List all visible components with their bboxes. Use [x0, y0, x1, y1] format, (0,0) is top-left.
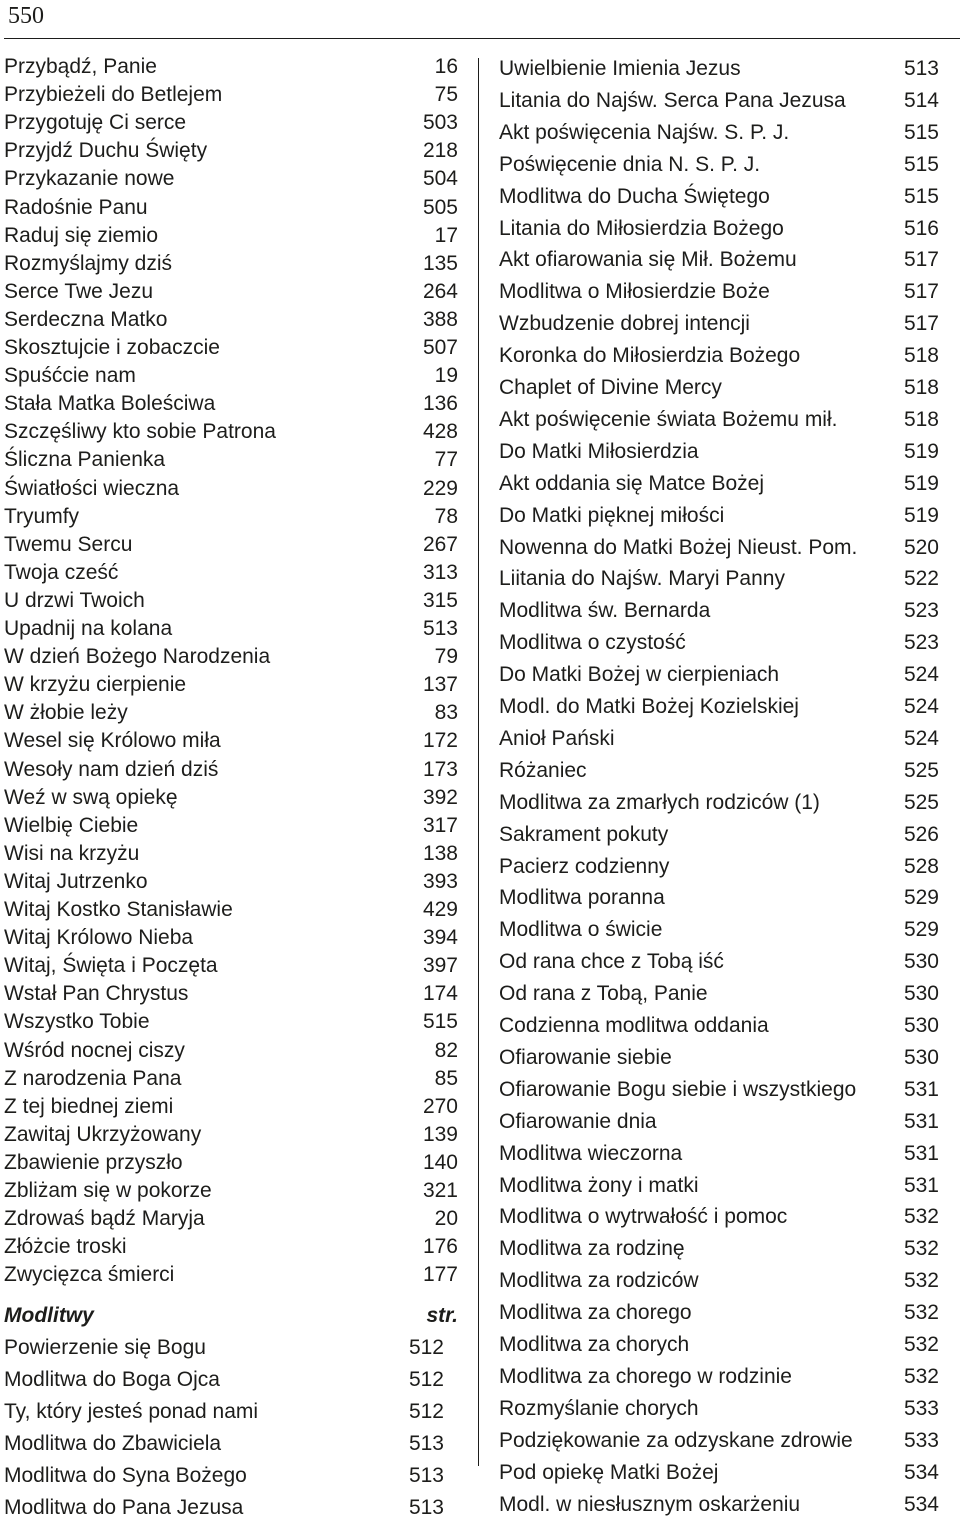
- entry-page-number: 173: [422, 757, 458, 781]
- entry-title: Modlitwa do Boga Ojca: [4, 1368, 220, 1391]
- entry-title: Modlitwa do Pana Jezusa: [4, 1496, 244, 1519]
- entry-page-number: 513: [903, 57, 939, 80]
- index-entry: [4, 53, 458, 81]
- index-entry: [4, 671, 458, 699]
- entry-page-number: 397: [422, 954, 458, 978]
- index-entry: [4, 727, 458, 755]
- entry-title: Ofiarowanie dnia: [499, 1109, 657, 1133]
- entry-page-number: 388: [422, 307, 458, 331]
- entry-page-number: 515: [903, 152, 939, 176]
- entry-page-number: 176: [422, 1235, 458, 1259]
- entry-title: Koronka do Miłosierdzia Bożego: [499, 344, 801, 368]
- entry-page-number: 532: [903, 1237, 939, 1261]
- index-entry: [499, 149, 939, 181]
- index-entry: [499, 53, 939, 85]
- entry-page-number: 218: [422, 139, 458, 163]
- entry-title: Wzbudzenie dobrej intencji: [499, 312, 750, 336]
- index-entry: [499, 117, 939, 149]
- entry-title: Wszystko Tobie: [4, 1010, 150, 1034]
- entry-page-number: 515: [903, 184, 939, 208]
- entry-page-number: 16: [434, 55, 458, 78]
- entry-page-number: 517: [903, 280, 939, 304]
- entry-title: Witaj Jutrzenko: [4, 869, 148, 893]
- entry-title: Akt poświęcenie świata Bożemu mił.: [499, 407, 838, 431]
- entry-title: Modlitwa św. Bernarda: [499, 599, 711, 623]
- entry-page-number: 515: [422, 1010, 458, 1034]
- entry-title: Modlitwa o Miłosierdzie Boże: [499, 280, 770, 304]
- entry-page-number: 519: [903, 471, 939, 495]
- entry-page-number: 526: [903, 822, 939, 846]
- index-entry: [499, 787, 939, 819]
- entry-title: W dzień Bożego Narodzenia: [4, 645, 271, 669]
- entry-title: Weź w swą opiekę: [4, 785, 178, 809]
- entry-page-number: 522: [903, 567, 939, 591]
- index-entry: [4, 81, 458, 109]
- entry-page-number: 518: [903, 407, 939, 431]
- entry-title: Modlitwa za chorego: [499, 1301, 692, 1325]
- entry-title: Podziękowanie za odzyskane zdrowie: [499, 1428, 853, 1452]
- index-entry: [4, 137, 458, 165]
- entry-page-number: 518: [903, 344, 939, 368]
- index-entry: [499, 1489, 939, 1521]
- entry-page-number: 530: [903, 1045, 939, 1069]
- entry-page-number: 83: [434, 701, 458, 725]
- index-entry: [4, 1093, 458, 1121]
- index-entry: [499, 914, 939, 946]
- index-entry: [4, 924, 458, 952]
- index-entry: [4, 1492, 444, 1524]
- index-entry: [499, 595, 939, 627]
- entry-title: Z narodzenia Pana: [4, 1066, 182, 1090]
- entry-title: Modlitwa za chorego w rodzinie: [499, 1364, 792, 1388]
- index-entry: [4, 1233, 458, 1261]
- entry-page-number: 532: [903, 1364, 939, 1388]
- index-entry: [499, 1329, 939, 1361]
- index-entry: [4, 1177, 458, 1205]
- entry-page-number: 512: [408, 1368, 444, 1391]
- index-entry: [4, 194, 458, 222]
- entry-title: Liitania do Najśw. Maryi Panny: [499, 567, 785, 591]
- entry-title: Przyjdź Duchu Święty: [4, 139, 208, 163]
- entry-page-number: 530: [903, 1014, 939, 1037]
- entry-page-number: 532: [903, 1269, 939, 1293]
- entry-title: Serce Twe Jezu: [4, 279, 154, 303]
- index-entry: [499, 213, 939, 245]
- entry-page-number: 507: [422, 336, 458, 359]
- entry-title: Rozmyślajmy dziś: [4, 251, 173, 275]
- entry-page-number: 524: [903, 726, 939, 750]
- page-number: 550: [8, 3, 44, 29]
- entry-title: Modlitwa za rodziców: [499, 1269, 699, 1293]
- entry-page-number: 519: [903, 439, 939, 463]
- index-entry: [4, 840, 458, 868]
- entry-title: Zbliżam się w pokorze: [4, 1179, 212, 1202]
- entry-title: Zdrowaś bądź Maryja: [4, 1207, 205, 1231]
- entry-page-number: 428: [422, 420, 458, 444]
- index-entry: [499, 1457, 939, 1489]
- index-entry: [499, 691, 939, 723]
- entry-title: Akt oddania się Matce Bożej: [499, 471, 764, 495]
- entry-page-number: 534: [903, 1492, 939, 1516]
- index-entry: [499, 819, 939, 851]
- index-entry: [499, 1138, 939, 1170]
- index-entry: [499, 468, 939, 500]
- entry-page-number: 524: [903, 695, 939, 718]
- entry-title: Modlitwa o świcie: [499, 918, 663, 942]
- entry-page-number: 85: [434, 1066, 458, 1090]
- index-entry: [4, 1149, 458, 1177]
- index-entry: [4, 587, 458, 615]
- entry-page-number: 140: [422, 1150, 458, 1174]
- entry-page-number: 136: [422, 392, 458, 416]
- entry-title: Do Matki pięknej miłości: [499, 503, 725, 527]
- entry-title: Poświęcenie dnia N. S. P. J.: [499, 152, 761, 176]
- index-entry: [499, 1010, 939, 1042]
- entry-title: Różaniec: [499, 758, 587, 782]
- header-rule: [4, 38, 960, 39]
- index-entry: [4, 475, 458, 503]
- entry-page-number: 504: [422, 167, 458, 191]
- entry-page-number: 520: [903, 535, 939, 559]
- index-entry: [4, 1065, 458, 1093]
- index-entry: [4, 1428, 444, 1460]
- entry-page-number: 78: [434, 504, 458, 528]
- entry-page-number: 515: [903, 120, 939, 144]
- entry-title: Modlitwa o czystość: [499, 631, 686, 655]
- entry-title: Litania do Najśw. Serca Pana Jezusa: [499, 88, 846, 112]
- entry-title: Złóżcie troski: [4, 1235, 127, 1259]
- index-entry: [4, 980, 458, 1008]
- entry-title: Raduj się ziemio: [4, 223, 159, 247]
- entry-page-number: 513: [422, 617, 458, 640]
- index-entry: [499, 308, 939, 340]
- entry-title: Witaj Kostko Stanisławie: [4, 898, 233, 921]
- entry-title: Śliczna Panienka: [4, 448, 166, 472]
- entry-page-number: 429: [422, 898, 458, 921]
- index-entry: [4, 559, 458, 587]
- index-entry: [499, 1074, 939, 1106]
- entry-title: Wielbię Ciebie: [4, 813, 139, 837]
- index-entry: [4, 362, 458, 390]
- index-entry: [4, 784, 458, 812]
- index-entry: [499, 276, 939, 308]
- entry-title: W krzyżu cierpienie: [4, 673, 187, 697]
- index-entry: [4, 165, 458, 193]
- entry-page-number: 138: [422, 841, 458, 865]
- entry-title: Światłości wieczna: [4, 476, 180, 500]
- entry-page-number: 523: [903, 631, 939, 655]
- entry-title: Przygotuję Ci serce: [4, 111, 187, 135]
- entry-page-number: 82: [434, 1038, 458, 1062]
- entry-title: Przybieżeli do Betlejem: [4, 83, 223, 107]
- entry-page-number: 512: [408, 1400, 444, 1423]
- index-entry: [499, 1297, 939, 1329]
- entry-title: Spuśćcie nam: [4, 364, 136, 388]
- index-entry: [4, 1396, 444, 1428]
- entry-page-number: 513: [408, 1496, 444, 1519]
- entry-title: Stała Matka Boleściwa: [4, 392, 216, 416]
- index-entry: [499, 1170, 939, 1202]
- entry-page-number: 524: [903, 663, 939, 687]
- index-entry: [4, 334, 458, 362]
- index-entry: [4, 1008, 458, 1036]
- entry-page-number: 531: [903, 1173, 939, 1197]
- index-entry: [499, 244, 939, 276]
- entry-title: Wśród nocnej ciszy: [4, 1038, 185, 1062]
- entry-page-number: 172: [422, 729, 458, 753]
- index-entry: [499, 532, 939, 564]
- entry-title: Zbawienie przyszło: [4, 1150, 183, 1174]
- index-entry: [499, 340, 939, 372]
- index-entry: [4, 1332, 444, 1364]
- entry-page-number: 174: [422, 982, 458, 1006]
- index-entry: [4, 278, 458, 306]
- index-entry: [4, 109, 458, 137]
- entry-page-number: 525: [903, 790, 939, 814]
- section-heading-page-label: str.: [426, 1304, 458, 1327]
- entry-title: Do Matki Miłosierdzia: [499, 439, 699, 463]
- entry-title: Przybądź, Panie: [4, 55, 157, 78]
- entry-title: Modlitwa za chorych: [499, 1333, 690, 1356]
- index-entry: [4, 1121, 458, 1149]
- entry-title: Od rana chce z Tobą iść: [499, 950, 724, 974]
- index-entry: [499, 659, 939, 691]
- entry-title: Upadnij na kolana: [4, 617, 173, 640]
- entry-title: Twoja cześć: [4, 560, 119, 584]
- entry-title: Modlitwa do Ducha Świętego: [499, 184, 770, 208]
- entry-page-number: 525: [903, 758, 939, 782]
- entry-title: Modlitwa wieczorna: [499, 1141, 683, 1165]
- entry-title: Modl. w niesłusznym oskarżeniu: [499, 1492, 801, 1516]
- index-entry: [499, 181, 939, 213]
- index-entry: [499, 404, 939, 436]
- entry-title: Modlitwa żony i matki: [499, 1173, 699, 1197]
- entry-title: Do Matki Bożej w cierpieniach: [499, 663, 780, 687]
- index-entry: [499, 755, 939, 787]
- index-entry: [4, 1037, 458, 1065]
- index-entry: [499, 1201, 939, 1233]
- entry-title: Ty, który jesteś ponad nami: [4, 1400, 259, 1423]
- entry-page-number: 135: [422, 251, 458, 275]
- entry-title: Wesoły nam dzień dziś: [4, 757, 219, 781]
- entry-title: Modlitwa do Syna Bożego: [4, 1464, 247, 1487]
- entry-page-number: 313: [422, 560, 458, 584]
- index-entry: [4, 868, 458, 896]
- entry-page-number: 137: [422, 673, 458, 697]
- entry-title: Powierzenie się Bogu: [4, 1336, 206, 1359]
- section-heading-title: Modlitwy: [4, 1304, 94, 1327]
- entry-page-number: 393: [422, 869, 458, 893]
- entry-page-number: 394: [422, 926, 458, 950]
- entry-page-number: 229: [422, 476, 458, 500]
- entry-title: Nowenna do Matki Bożej Nieust. Pom.: [499, 535, 858, 559]
- index-entry: [499, 723, 939, 755]
- entry-title: Z tej biednej ziemi: [4, 1094, 174, 1118]
- index-entry: [4, 896, 458, 924]
- entry-title: Ofiarowanie Bogu siebie i wszystkiego: [499, 1077, 857, 1101]
- entry-title: Witaj Królowo Nieba: [4, 926, 194, 950]
- entry-title: Rozmyślanie chorych: [499, 1396, 699, 1420]
- index-entry: [4, 306, 458, 334]
- entry-title: Pod opiekę Matki Bożej: [499, 1460, 719, 1484]
- entry-page-number: 512: [408, 1336, 444, 1359]
- entry-title: Akt poświęcenia Najśw. S. P. J.: [499, 120, 790, 144]
- index-entry: [4, 699, 458, 727]
- entry-page-number: 517: [903, 248, 939, 272]
- entry-title: Szczęśliwy kto sobie Patrona: [4, 420, 276, 444]
- index-entry: [499, 1425, 939, 1457]
- entry-page-number: 531: [903, 1141, 939, 1165]
- index-entry: [4, 1261, 458, 1289]
- entry-page-number: 523: [903, 599, 939, 623]
- entry-page-number: 75: [434, 83, 458, 107]
- entry-page-number: 321: [422, 1179, 458, 1202]
- entry-page-number: 528: [903, 854, 939, 878]
- entry-title: Sakrament pokuty: [499, 822, 669, 846]
- entry-title: Wisi na krzyżu: [4, 841, 140, 865]
- entry-page-number: 315: [422, 588, 458, 612]
- entry-page-number: 531: [903, 1077, 939, 1101]
- entry-title: Litania do Miłosierdzia Bożego: [499, 216, 784, 240]
- entry-title: Uwielbienie Imienia Jezus: [499, 57, 741, 80]
- entry-title: Ofiarowanie siebie: [499, 1045, 672, 1069]
- index-entry: [499, 946, 939, 978]
- entry-page-number: 529: [903, 918, 939, 942]
- index-entry: [499, 1393, 939, 1425]
- index-entry: [4, 615, 458, 643]
- index-entry: [4, 643, 458, 671]
- entry-page-number: 264: [422, 279, 458, 303]
- index-entry: [4, 531, 458, 559]
- index-entry: [4, 418, 458, 446]
- entry-page-number: 514: [903, 88, 939, 112]
- entry-title: W żłobie leży: [4, 701, 128, 725]
- index-entry: [499, 372, 939, 404]
- index-entry: [4, 446, 458, 474]
- index-entry: [4, 503, 458, 531]
- entry-title: Modlitwa za rodzinę: [499, 1237, 685, 1261]
- entry-title: Skosztujcie i zobaczcie: [4, 336, 220, 359]
- entry-page-number: 270: [422, 1094, 458, 1118]
- entry-title: Anioł Pański: [499, 726, 615, 750]
- entry-page-number: 77: [434, 448, 458, 472]
- index-entry: [499, 436, 939, 468]
- entry-title: Akt ofiarowania się Mił. Bożemu: [499, 248, 797, 272]
- index-entry: [499, 882, 939, 914]
- entry-title: Radośnie Panu: [4, 195, 148, 219]
- index-entry: [499, 500, 939, 532]
- entry-page-number: 517: [903, 312, 939, 336]
- entry-page-number: 530: [903, 950, 939, 974]
- entry-page-number: 79: [434, 645, 458, 669]
- entry-page-number: 17: [434, 223, 458, 247]
- entry-title: Modlitwa do Zbawiciela: [4, 1432, 222, 1455]
- entry-title: Codzienna modlitwa oddania: [499, 1014, 769, 1037]
- index-entry: [499, 627, 939, 659]
- index-entry: [4, 390, 458, 418]
- entry-title: Wstał Pan Chrystus: [4, 982, 189, 1006]
- entry-title: Modlitwa za zmarłych rodziców (1): [499, 790, 820, 814]
- index-entry: [499, 85, 939, 117]
- entry-title: Witaj, Święta i Poczęta: [4, 954, 218, 978]
- entry-page-number: 516: [903, 216, 939, 240]
- entry-page-number: 530: [903, 982, 939, 1006]
- entry-title: Zwycięzca śmierci: [4, 1263, 175, 1287]
- entry-page-number: 531: [903, 1109, 939, 1133]
- entry-title: Tryumfy: [4, 504, 80, 528]
- index-entry: [499, 978, 939, 1010]
- entry-page-number: 533: [903, 1396, 939, 1420]
- entry-page-number: 392: [422, 785, 458, 809]
- index-entry: [499, 851, 939, 883]
- entry-title: Modl. do Matki Bożej Kozielskiej: [499, 695, 799, 718]
- index-entry: [4, 756, 458, 784]
- entry-page-number: 20: [434, 1207, 458, 1231]
- entry-title: U drzwi Twoich: [4, 588, 145, 612]
- entry-title: Modlitwa poranna: [499, 886, 665, 910]
- entry-title: Od rana z Tobą, Panie: [499, 982, 708, 1006]
- entry-page-number: 139: [422, 1122, 458, 1146]
- entry-title: Modlitwa o wytrwałość i pomoc: [499, 1205, 788, 1229]
- index-entry: [4, 1364, 444, 1396]
- index-entry: [4, 952, 458, 980]
- entry-page-number: 513: [408, 1432, 444, 1455]
- entry-page-number: 505: [422, 195, 458, 219]
- index-entry: [499, 1265, 939, 1297]
- index-entry: [4, 812, 458, 840]
- entry-title: Zawitaj Ukrzyżowany: [4, 1122, 202, 1146]
- entry-title: Pacierz codzienny: [499, 854, 670, 878]
- entry-title: Chaplet of Divine Mercy: [499, 376, 722, 399]
- index-entry: [4, 1205, 458, 1233]
- entry-title: Wesel się Królowo miła: [4, 729, 221, 753]
- entry-page-number: 177: [422, 1263, 458, 1287]
- entry-page-number: 532: [903, 1205, 939, 1229]
- prayers-section-heading: [4, 1302, 458, 1330]
- entry-page-number: 503: [422, 111, 458, 135]
- index-entry: [4, 1460, 444, 1492]
- entry-page-number: 317: [422, 813, 458, 837]
- entry-title: Twemu Sercu: [4, 532, 133, 556]
- index-entry: [4, 250, 458, 278]
- entry-page-number: 532: [903, 1301, 939, 1325]
- index-entry: [499, 1042, 939, 1074]
- entry-page-number: 19: [434, 364, 458, 388]
- entry-title: Serdeczna Matko: [4, 307, 168, 331]
- entry-page-number: 532: [903, 1333, 939, 1356]
- index-entry: [499, 1106, 939, 1138]
- entry-page-number: 518: [903, 376, 939, 399]
- index-entry: [4, 222, 458, 250]
- index-entry: [499, 1233, 939, 1265]
- entry-title: Przykazanie nowe: [4, 167, 175, 191]
- index-entry: [499, 1361, 939, 1393]
- index-entry: [499, 563, 939, 595]
- entry-page-number: 519: [903, 503, 939, 527]
- entry-page-number: 534: [903, 1460, 939, 1484]
- entry-page-number: 529: [903, 886, 939, 910]
- entry-page-number: 513: [408, 1464, 444, 1487]
- entry-page-number: 533: [903, 1428, 939, 1452]
- entry-page-number: 267: [422, 532, 458, 556]
- column-divider: [478, 58, 479, 1466]
